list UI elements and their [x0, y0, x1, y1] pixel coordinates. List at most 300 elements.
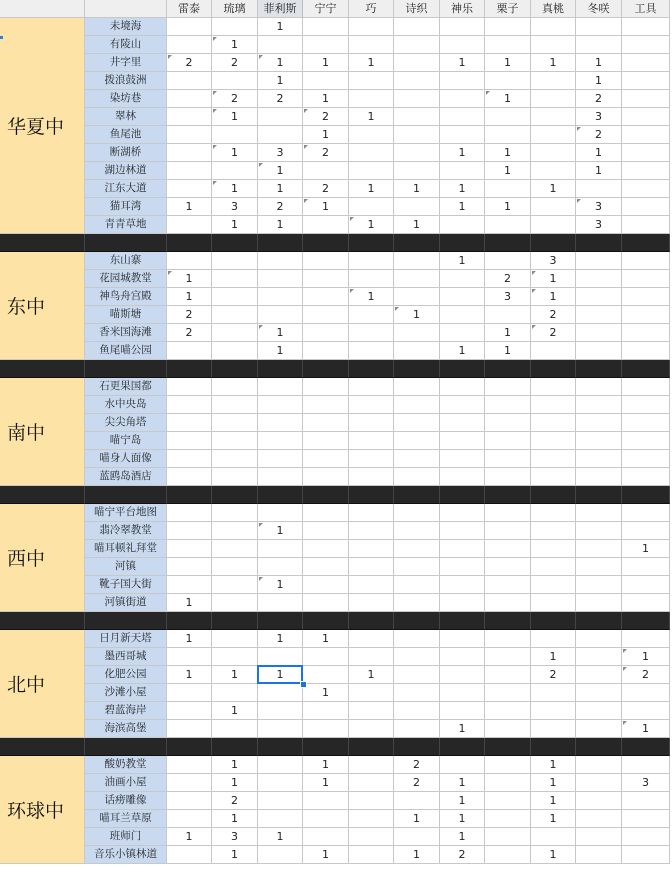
value-cell[interactable] — [394, 90, 440, 108]
value-cell[interactable] — [485, 396, 531, 414]
value-cell[interactable] — [303, 792, 349, 810]
value-cell[interactable]: 2 — [576, 126, 622, 144]
value-cell[interactable]: 1 — [485, 342, 531, 360]
value-cell[interactable] — [394, 396, 440, 414]
value-cell[interactable] — [394, 522, 440, 540]
value-cell[interactable] — [622, 468, 670, 486]
value-cell[interactable]: 2 — [531, 306, 576, 324]
value-cell[interactable] — [394, 720, 440, 738]
value-cell[interactable] — [576, 828, 622, 846]
value-cell[interactable] — [576, 792, 622, 810]
value-cell[interactable]: 1 — [258, 216, 303, 234]
value-cell[interactable] — [576, 270, 622, 288]
value-cell[interactable]: 1 — [212, 756, 258, 774]
value-cell[interactable] — [258, 414, 303, 432]
value-cell[interactable] — [576, 702, 622, 720]
value-cell[interactable] — [485, 540, 531, 558]
value-cell[interactable] — [622, 396, 670, 414]
value-cell[interactable] — [622, 378, 670, 396]
value-cell[interactable] — [303, 810, 349, 828]
value-cell[interactable] — [531, 396, 576, 414]
value-cell[interactable] — [167, 522, 212, 540]
value-cell[interactable]: 1 — [440, 774, 485, 792]
value-cell[interactable] — [485, 216, 531, 234]
value-cell[interactable] — [167, 468, 212, 486]
value-cell[interactable] — [303, 666, 349, 684]
value-cell[interactable] — [349, 144, 394, 162]
value-cell[interactable]: 1 — [440, 342, 485, 360]
location-cell[interactable]: 鱼尾喵公园 — [85, 342, 167, 360]
location-cell[interactable]: 东山寨 — [85, 252, 167, 270]
value-cell[interactable]: 2 — [531, 324, 576, 342]
value-cell[interactable] — [485, 648, 531, 666]
value-cell[interactable] — [440, 432, 485, 450]
value-cell[interactable] — [212, 396, 258, 414]
value-cell[interactable] — [303, 540, 349, 558]
value-cell[interactable] — [440, 648, 485, 666]
value-cell[interactable] — [349, 630, 394, 648]
value-cell[interactable] — [303, 216, 349, 234]
value-cell[interactable] — [303, 306, 349, 324]
value-cell[interactable] — [212, 594, 258, 612]
value-cell[interactable] — [440, 414, 485, 432]
value-cell[interactable] — [440, 18, 485, 36]
value-cell[interactable] — [485, 810, 531, 828]
value-cell[interactable] — [531, 684, 576, 702]
location-cell[interactable]: 青青草地 — [85, 216, 167, 234]
value-cell[interactable] — [485, 432, 531, 450]
value-cell[interactable] — [440, 666, 485, 684]
value-cell[interactable] — [531, 144, 576, 162]
value-cell[interactable] — [440, 396, 485, 414]
value-cell[interactable] — [167, 414, 212, 432]
value-cell[interactable] — [167, 432, 212, 450]
value-cell[interactable] — [258, 648, 303, 666]
value-cell[interactable] — [394, 450, 440, 468]
value-cell[interactable] — [622, 36, 670, 54]
value-cell[interactable] — [212, 288, 258, 306]
value-cell[interactable] — [303, 72, 349, 90]
value-cell[interactable] — [394, 702, 440, 720]
location-cell[interactable]: 喵宁岛 — [85, 432, 167, 450]
value-cell[interactable] — [531, 468, 576, 486]
value-cell[interactable] — [531, 36, 576, 54]
value-cell[interactable] — [349, 414, 394, 432]
location-cell[interactable]: 日月新天塔 — [85, 630, 167, 648]
value-cell[interactable]: 1 — [485, 54, 531, 72]
value-cell[interactable]: 1 — [394, 216, 440, 234]
value-cell[interactable] — [440, 378, 485, 396]
value-cell[interactable]: 1 — [303, 684, 349, 702]
value-cell[interactable] — [576, 540, 622, 558]
value-cell[interactable]: 1 — [167, 828, 212, 846]
location-cell[interactable]: 石更果国都 — [85, 378, 167, 396]
value-cell[interactable] — [258, 432, 303, 450]
value-cell[interactable]: 1 — [440, 720, 485, 738]
value-cell[interactable] — [349, 90, 394, 108]
value-cell[interactable]: 3 — [531, 252, 576, 270]
value-cell[interactable] — [212, 342, 258, 360]
value-cell[interactable]: 1 — [303, 126, 349, 144]
value-cell[interactable]: 1 — [258, 72, 303, 90]
value-cell[interactable] — [531, 540, 576, 558]
value-cell[interactable] — [394, 252, 440, 270]
value-cell[interactable] — [258, 540, 303, 558]
value-cell[interactable]: 1 — [303, 846, 349, 864]
location-cell[interactable]: 酸奶教堂 — [85, 756, 167, 774]
region-label-cell[interactable]: 北中 — [0, 630, 85, 738]
value-cell[interactable] — [531, 342, 576, 360]
value-cell[interactable] — [258, 756, 303, 774]
value-cell[interactable] — [394, 630, 440, 648]
value-cell[interactable] — [531, 90, 576, 108]
value-cell[interactable] — [349, 594, 394, 612]
value-cell[interactable] — [622, 108, 670, 126]
value-cell[interactable]: 1 — [167, 630, 212, 648]
value-cell[interactable]: 1 — [258, 630, 303, 648]
value-cell[interactable]: 1 — [485, 324, 531, 342]
value-cell[interactable] — [349, 450, 394, 468]
value-cell[interactable] — [622, 810, 670, 828]
value-cell[interactable] — [349, 576, 394, 594]
value-cell[interactable] — [440, 270, 485, 288]
value-cell[interactable]: 3 — [258, 144, 303, 162]
value-cell[interactable] — [622, 828, 670, 846]
value-cell[interactable] — [485, 846, 531, 864]
value-cell[interactable] — [394, 54, 440, 72]
value-cell[interactable] — [622, 306, 670, 324]
value-cell[interactable] — [212, 378, 258, 396]
value-cell[interactable] — [440, 108, 485, 126]
value-cell[interactable] — [531, 558, 576, 576]
value-cell[interactable]: 1 — [258, 828, 303, 846]
location-cell[interactable]: 油画小屋 — [85, 774, 167, 792]
value-cell[interactable] — [485, 306, 531, 324]
value-cell[interactable] — [394, 18, 440, 36]
value-cell[interactable] — [576, 414, 622, 432]
value-cell[interactable]: 1 — [212, 846, 258, 864]
value-cell[interactable] — [303, 36, 349, 54]
location-cell[interactable]: 湖边林道 — [85, 162, 167, 180]
value-cell[interactable]: 1 — [531, 774, 576, 792]
value-cell[interactable] — [303, 432, 349, 450]
value-cell[interactable] — [485, 594, 531, 612]
location-cell[interactable]: 话痨雕像 — [85, 792, 167, 810]
value-cell[interactable] — [576, 342, 622, 360]
value-cell[interactable] — [303, 576, 349, 594]
value-cell[interactable] — [576, 306, 622, 324]
value-cell[interactable]: 2 — [485, 270, 531, 288]
value-cell[interactable] — [167, 396, 212, 414]
location-cell[interactable]: 沙滩小屋 — [85, 684, 167, 702]
value-cell[interactable] — [531, 72, 576, 90]
location-cell[interactable]: 班师门 — [85, 828, 167, 846]
value-cell[interactable] — [440, 324, 485, 342]
value-cell[interactable] — [622, 90, 670, 108]
value-cell[interactable]: 2 — [394, 774, 440, 792]
value-cell[interactable] — [622, 414, 670, 432]
value-cell[interactable]: 1 — [212, 216, 258, 234]
region-label-cell[interactable]: 西中 — [0, 504, 85, 612]
value-cell[interactable]: 2 — [167, 324, 212, 342]
value-cell[interactable] — [622, 432, 670, 450]
value-cell[interactable]: 1 — [349, 216, 394, 234]
region-label-cell[interactable]: 南中 — [0, 378, 85, 486]
location-cell[interactable]: 音乐小镇林道 — [85, 846, 167, 864]
value-cell[interactable] — [258, 270, 303, 288]
value-cell[interactable] — [258, 792, 303, 810]
value-cell[interactable]: 1 — [485, 162, 531, 180]
value-cell[interactable] — [303, 720, 349, 738]
value-cell[interactable] — [576, 774, 622, 792]
value-cell[interactable] — [576, 180, 622, 198]
value-cell[interactable] — [212, 252, 258, 270]
value-cell[interactable]: 1 — [440, 792, 485, 810]
value-cell[interactable] — [349, 558, 394, 576]
location-cell[interactable]: 靴子国大街 — [85, 576, 167, 594]
value-cell[interactable]: 2 — [394, 756, 440, 774]
value-cell[interactable] — [212, 504, 258, 522]
value-cell[interactable] — [576, 558, 622, 576]
value-cell[interactable] — [167, 144, 212, 162]
value-cell[interactable] — [349, 162, 394, 180]
region-label-cell[interactable]: 环球中 — [0, 756, 85, 864]
location-cell[interactable]: 水中央岛 — [85, 396, 167, 414]
value-cell[interactable]: 1 — [440, 810, 485, 828]
value-cell[interactable] — [440, 36, 485, 54]
value-cell[interactable] — [394, 594, 440, 612]
value-cell[interactable] — [485, 378, 531, 396]
value-cell[interactable] — [622, 504, 670, 522]
value-cell[interactable] — [485, 36, 531, 54]
value-cell[interactable]: 1 — [212, 108, 258, 126]
value-cell[interactable] — [349, 648, 394, 666]
value-cell[interactable] — [303, 378, 349, 396]
value-cell[interactable] — [303, 342, 349, 360]
value-cell[interactable] — [394, 792, 440, 810]
value-cell[interactable] — [394, 288, 440, 306]
value-cell[interactable]: 1 — [531, 846, 576, 864]
value-cell[interactable] — [394, 540, 440, 558]
location-cell[interactable]: 拨浪鼓洲 — [85, 72, 167, 90]
value-cell[interactable] — [349, 198, 394, 216]
value-cell[interactable] — [440, 702, 485, 720]
value-cell[interactable] — [212, 648, 258, 666]
value-cell[interactable] — [349, 774, 394, 792]
value-cell[interactable] — [440, 630, 485, 648]
value-cell[interactable] — [167, 378, 212, 396]
value-cell[interactable]: 2 — [258, 90, 303, 108]
location-cell[interactable]: 喵斯塘 — [85, 306, 167, 324]
value-cell[interactable] — [258, 378, 303, 396]
region-label-cell[interactable]: 华夏中 — [0, 18, 85, 234]
value-cell[interactable]: 1 — [349, 288, 394, 306]
value-cell[interactable]: 1 — [167, 288, 212, 306]
value-cell[interactable]: 1 — [258, 180, 303, 198]
value-cell[interactable] — [394, 378, 440, 396]
value-cell[interactable] — [349, 396, 394, 414]
value-cell[interactable] — [258, 702, 303, 720]
value-cell[interactable]: 1 — [258, 54, 303, 72]
value-cell[interactable] — [394, 504, 440, 522]
value-cell[interactable] — [212, 18, 258, 36]
value-cell[interactable] — [212, 306, 258, 324]
value-cell[interactable] — [440, 522, 485, 540]
value-cell[interactable] — [167, 684, 212, 702]
value-cell[interactable] — [576, 576, 622, 594]
value-cell[interactable]: 1 — [531, 288, 576, 306]
value-cell[interactable] — [167, 810, 212, 828]
value-cell[interactable] — [167, 792, 212, 810]
value-cell[interactable] — [622, 756, 670, 774]
location-cell[interactable]: 尖尖角塔 — [85, 414, 167, 432]
value-cell[interactable]: 1 — [258, 324, 303, 342]
value-cell[interactable]: 1 — [212, 774, 258, 792]
location-cell[interactable]: 海滨高堡 — [85, 720, 167, 738]
value-cell[interactable] — [303, 18, 349, 36]
value-cell[interactable]: 1 — [167, 666, 212, 684]
location-cell[interactable]: 喵身人面像 — [85, 450, 167, 468]
value-cell[interactable] — [622, 252, 670, 270]
value-cell[interactable] — [349, 468, 394, 486]
value-cell[interactable] — [258, 306, 303, 324]
column-header-cell[interactable]: 雷泰 — [167, 0, 212, 18]
value-cell[interactable] — [394, 342, 440, 360]
value-cell[interactable] — [258, 594, 303, 612]
value-cell[interactable] — [212, 126, 258, 144]
value-cell[interactable] — [531, 576, 576, 594]
value-cell[interactable] — [440, 558, 485, 576]
value-cell[interactable] — [167, 774, 212, 792]
value-cell[interactable]: 1 — [485, 198, 531, 216]
value-cell[interactable] — [349, 270, 394, 288]
value-cell[interactable]: 1 — [576, 162, 622, 180]
value-cell[interactable]: 1 — [303, 90, 349, 108]
value-cell[interactable] — [394, 648, 440, 666]
value-cell[interactable] — [531, 450, 576, 468]
value-cell[interactable] — [440, 126, 485, 144]
value-cell[interactable] — [440, 72, 485, 90]
location-cell[interactable]: 神鸟舟宫殿 — [85, 288, 167, 306]
value-cell[interactable] — [167, 540, 212, 558]
value-cell[interactable] — [622, 792, 670, 810]
value-cell[interactable] — [212, 630, 258, 648]
value-cell[interactable] — [576, 36, 622, 54]
value-cell[interactable] — [622, 18, 670, 36]
location-cell[interactable]: 喵宁平台地图 — [85, 504, 167, 522]
value-cell[interactable]: 1 — [485, 144, 531, 162]
value-cell[interactable]: 3 — [622, 774, 670, 792]
value-cell[interactable] — [349, 18, 394, 36]
value-cell[interactable] — [303, 324, 349, 342]
value-cell[interactable] — [349, 306, 394, 324]
value-cell[interactable] — [349, 684, 394, 702]
value-cell[interactable]: 1 — [303, 198, 349, 216]
value-cell[interactable] — [212, 720, 258, 738]
value-cell[interactable] — [394, 126, 440, 144]
value-cell[interactable] — [485, 252, 531, 270]
value-cell[interactable] — [576, 432, 622, 450]
column-header-cell[interactable]: 冬咲 — [576, 0, 622, 18]
value-cell[interactable] — [485, 108, 531, 126]
value-cell[interactable] — [258, 396, 303, 414]
value-cell[interactable] — [303, 558, 349, 576]
value-cell[interactable] — [440, 468, 485, 486]
value-cell[interactable] — [167, 648, 212, 666]
value-cell[interactable] — [394, 414, 440, 432]
value-cell[interactable] — [440, 450, 485, 468]
value-cell[interactable] — [394, 576, 440, 594]
value-cell[interactable] — [576, 378, 622, 396]
value-cell[interactable]: 1 — [303, 756, 349, 774]
value-cell[interactable] — [531, 720, 576, 738]
value-cell[interactable] — [349, 126, 394, 144]
location-cell[interactable]: 染坊巷 — [85, 90, 167, 108]
value-cell[interactable]: 2 — [212, 54, 258, 72]
value-cell[interactable] — [622, 216, 670, 234]
value-cell[interactable] — [485, 576, 531, 594]
value-cell[interactable]: 1 — [349, 54, 394, 72]
value-cell[interactable]: 1 — [212, 144, 258, 162]
value-cell[interactable] — [349, 540, 394, 558]
value-cell[interactable]: 1 — [531, 270, 576, 288]
value-cell[interactable] — [394, 144, 440, 162]
value-cell[interactable] — [485, 180, 531, 198]
value-cell[interactable]: 1 — [576, 54, 622, 72]
value-cell[interactable] — [349, 378, 394, 396]
value-cell[interactable] — [349, 522, 394, 540]
value-cell[interactable] — [622, 684, 670, 702]
value-cell[interactable] — [622, 198, 670, 216]
value-cell[interactable] — [303, 288, 349, 306]
value-cell[interactable] — [258, 108, 303, 126]
location-cell[interactable]: 翠林 — [85, 108, 167, 126]
location-cell[interactable]: 江东大道 — [85, 180, 167, 198]
value-cell[interactable] — [440, 90, 485, 108]
value-cell[interactable] — [212, 270, 258, 288]
value-cell[interactable]: 1 — [576, 72, 622, 90]
fill-handle[interactable] — [300, 681, 307, 688]
value-cell[interactable] — [212, 522, 258, 540]
value-cell[interactable] — [303, 504, 349, 522]
value-cell[interactable] — [212, 558, 258, 576]
value-cell[interactable] — [349, 720, 394, 738]
value-cell[interactable]: 2 — [303, 108, 349, 126]
value-cell[interactable] — [440, 288, 485, 306]
value-cell[interactable] — [576, 18, 622, 36]
value-cell[interactable]: 3 — [485, 288, 531, 306]
value-cell[interactable] — [349, 342, 394, 360]
value-cell[interactable] — [167, 90, 212, 108]
column-header-cell[interactable]: 菲利斯 — [258, 0, 303, 18]
value-cell[interactable] — [167, 162, 212, 180]
value-cell[interactable] — [258, 558, 303, 576]
value-cell[interactable] — [576, 684, 622, 702]
value-cell[interactable]: 1 — [212, 702, 258, 720]
value-cell[interactable] — [622, 180, 670, 198]
value-cell[interactable] — [622, 54, 670, 72]
value-cell[interactable] — [622, 162, 670, 180]
value-cell[interactable] — [440, 162, 485, 180]
value-cell[interactable] — [622, 126, 670, 144]
value-cell[interactable] — [167, 72, 212, 90]
value-cell[interactable] — [394, 108, 440, 126]
value-cell[interactable] — [258, 846, 303, 864]
value-cell[interactable] — [212, 450, 258, 468]
value-cell[interactable] — [531, 414, 576, 432]
value-cell[interactable] — [576, 666, 622, 684]
value-cell[interactable] — [394, 684, 440, 702]
